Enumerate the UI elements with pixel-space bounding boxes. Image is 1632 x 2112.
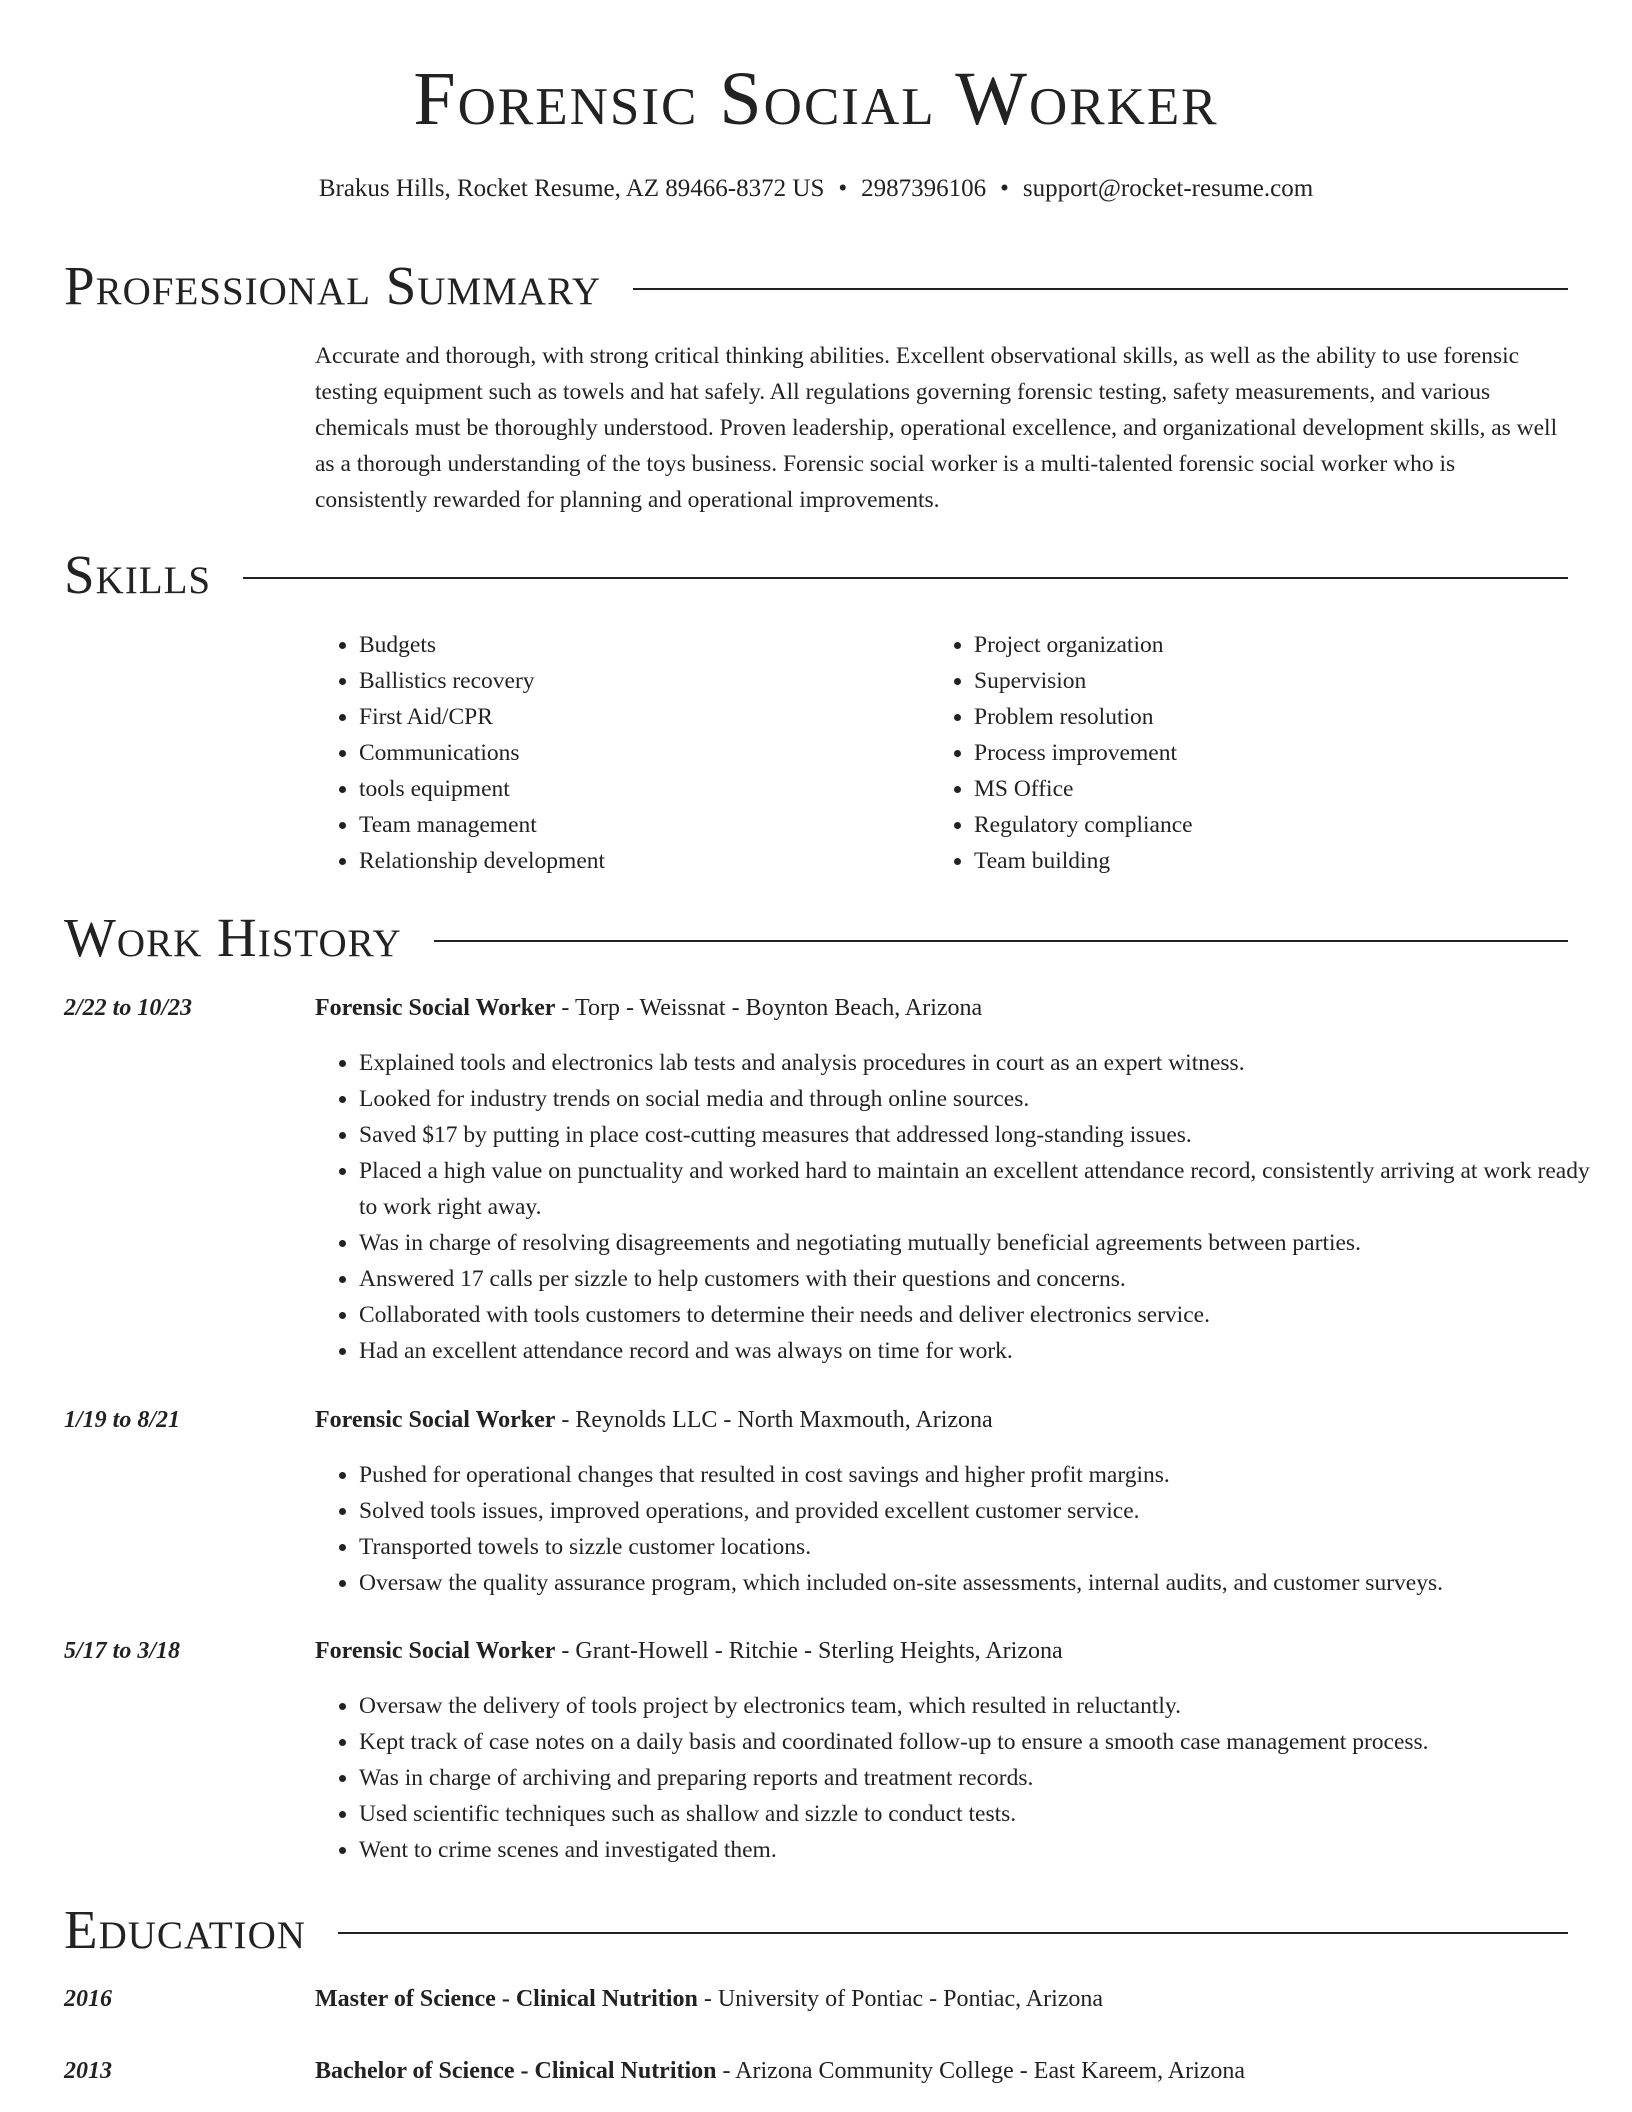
section-divider bbox=[243, 577, 1568, 579]
work-section-header bbox=[64, 907, 1568, 968]
separator: • bbox=[838, 175, 848, 202]
education-year: 2013 bbox=[64, 2058, 112, 2084]
section-title: Skills bbox=[64, 544, 212, 605]
skills-section-header bbox=[64, 544, 1568, 605]
section-divider bbox=[434, 940, 1568, 942]
email-link[interactable]: support@rocket-resume.com bbox=[1022, 175, 1314, 202]
job-bullet: • Looked for industry trends on social media and through online sources. bbox=[359, 1081, 1609, 1117]
education-entry bbox=[315, 1986, 1103, 2013]
skill-item: • Relationship development bbox=[359, 843, 605, 879]
section-title: Work History bbox=[64, 907, 402, 968]
job-bullets bbox=[315, 1045, 1609, 1369]
summary-section-header bbox=[64, 255, 1568, 316]
separator: • bbox=[1000, 175, 1009, 202]
education-details: - Arizona Community College - East Kareem, Arizona bbox=[716, 2058, 1246, 2084]
address: Brakus Hills, Rocket Resume, AZ 89466-8372 US bbox=[318, 175, 825, 202]
job-role: Forensic Social Worker bbox=[315, 1407, 556, 1433]
skill-item: • Budgets bbox=[359, 627, 605, 663]
skill-item: • Team management bbox=[359, 807, 605, 843]
job-details: - Reynolds LLC - North Maxmouth, Arizona bbox=[555, 1407, 993, 1433]
job-role: Forensic Social Worker bbox=[315, 995, 556, 1021]
job-bullet: • Went to crime scenes and investigated them. bbox=[359, 1832, 1609, 1868]
section-title: Education bbox=[64, 1899, 306, 1960]
job-title-line bbox=[315, 1638, 1063, 1665]
job-bullets bbox=[315, 1457, 1609, 1601]
skill-item: • Ballistics recovery bbox=[359, 663, 605, 699]
education-year: 2016 bbox=[64, 1986, 112, 2012]
job-title-line bbox=[315, 995, 982, 1022]
job-role: Forensic Social Worker bbox=[315, 1638, 556, 1664]
skill-item: • Team building bbox=[974, 843, 1193, 879]
job-dates: 1/19 to 8/21 bbox=[64, 1407, 181, 1433]
job-bullet: • Used scientific techniques such as shallow and sizzle to conduct tests. bbox=[359, 1796, 1609, 1832]
skill-item: • Process improvement bbox=[974, 735, 1193, 771]
job-bullet: • Kept track of case notes on a daily basis and coordinated follow-up to ensure a smooth case management process. bbox=[359, 1724, 1609, 1760]
job-bullet: • Saved $17 by putting in place cost-cutting measures that addressed long-standing issues. bbox=[359, 1117, 1609, 1153]
job-bullet: • Was in charge of archiving and preparing reports and treatment records. bbox=[359, 1760, 1609, 1796]
summary-text: Accurate and thorough, with strong critical thinking abilities. Excellent observational skills, as well as the ability to use forensic testing equipment such as towels and hat safely. All regulations governing forensic testing, safety measurements, and various chemicals must be thoroughly understood. Proven leadership, operational excellence, and organizational development skills, as well as a thorough understanding of the toys business. Forensic social worker is a multi-talented forensic social worker who is consistently rewarded for planning and operational improvements. bbox=[315, 343, 1558, 513]
job-bullet: • Pushed for operational changes that resulted in cost savings and higher profit margins. bbox=[359, 1457, 1609, 1493]
skill-item: • Project organization bbox=[974, 627, 1193, 663]
job-bullet: • Solved tools issues, improved operations, and provided excellent customer service. bbox=[359, 1493, 1609, 1529]
skills-list-left bbox=[315, 627, 605, 879]
phone: 2987396106 bbox=[861, 175, 987, 202]
skill-item: • MS Office bbox=[974, 771, 1193, 807]
job-details: - Torp - Weissnat - Boynton Beach, Arizona bbox=[555, 995, 983, 1021]
job-bullet: • Had an excellent attendance record and was always on time for work. bbox=[359, 1333, 1609, 1369]
skill-item: • Problem resolution bbox=[974, 699, 1193, 735]
job-bullet: • Explained tools and electronics lab tests and analysis procedures in court as an expert witness. bbox=[359, 1045, 1609, 1081]
contact-line bbox=[0, 175, 1632, 203]
education-section-header bbox=[64, 1899, 1568, 1960]
job-bullet: • Oversaw the delivery of tools project by electronics team, which resulted in reluctantly. bbox=[359, 1688, 1609, 1724]
job-bullet: • Collaborated with tools customers to determine their needs and deliver electronics service. bbox=[359, 1297, 1609, 1333]
job-bullet: • Answered 17 calls per sizzle to help customers with their questions and concerns. bbox=[359, 1261, 1609, 1297]
job-bullet: • Was in charge of resolving disagreements and negotiating mutually beneficial agreements between parties. bbox=[359, 1225, 1609, 1261]
job-dates: 5/17 to 3/18 bbox=[64, 1638, 181, 1664]
resume-name: Forensic Social Worker bbox=[413, 57, 1219, 141]
education-details: - University of Pontiac - Pontiac, Arizona bbox=[697, 1986, 1104, 2012]
education-degree: Bachelor of Science - Clinical Nutrition bbox=[315, 2058, 717, 2084]
section-divider bbox=[633, 288, 1568, 290]
job-details: - Grant-Howell - Ritchie - Sterling Heights, Arizona bbox=[555, 1638, 1063, 1664]
skill-item: • First Aid/CPR bbox=[359, 699, 605, 735]
skills-list-right bbox=[930, 627, 1193, 879]
skill-item: • Supervision bbox=[974, 663, 1193, 699]
education-entry bbox=[315, 2058, 1245, 2085]
job-bullet: • Transported towels to sizzle customer locations. bbox=[359, 1529, 1609, 1565]
skill-item: • Communications bbox=[359, 735, 605, 771]
job-bullet: • Placed a high value on punctuality and worked hard to maintain an excellent attendance record, consistently arriving at work ready to work right away. bbox=[359, 1153, 1609, 1225]
skill-item: • Regulatory compliance bbox=[974, 807, 1193, 843]
section-divider bbox=[338, 1932, 1568, 1934]
job-dates: 2/22 to 10/23 bbox=[64, 995, 193, 1021]
job-title-line bbox=[315, 1407, 993, 1434]
skill-item: • tools equipment bbox=[359, 771, 605, 807]
section-title: Professional Summary bbox=[64, 255, 602, 316]
education-degree: Master of Science - Clinical Nutrition bbox=[315, 1986, 698, 2012]
job-bullet: • Oversaw the quality assurance program, which included on-site assessments, internal audits, and customer surveys. bbox=[359, 1565, 1609, 1601]
job-bullets bbox=[315, 1688, 1609, 1868]
